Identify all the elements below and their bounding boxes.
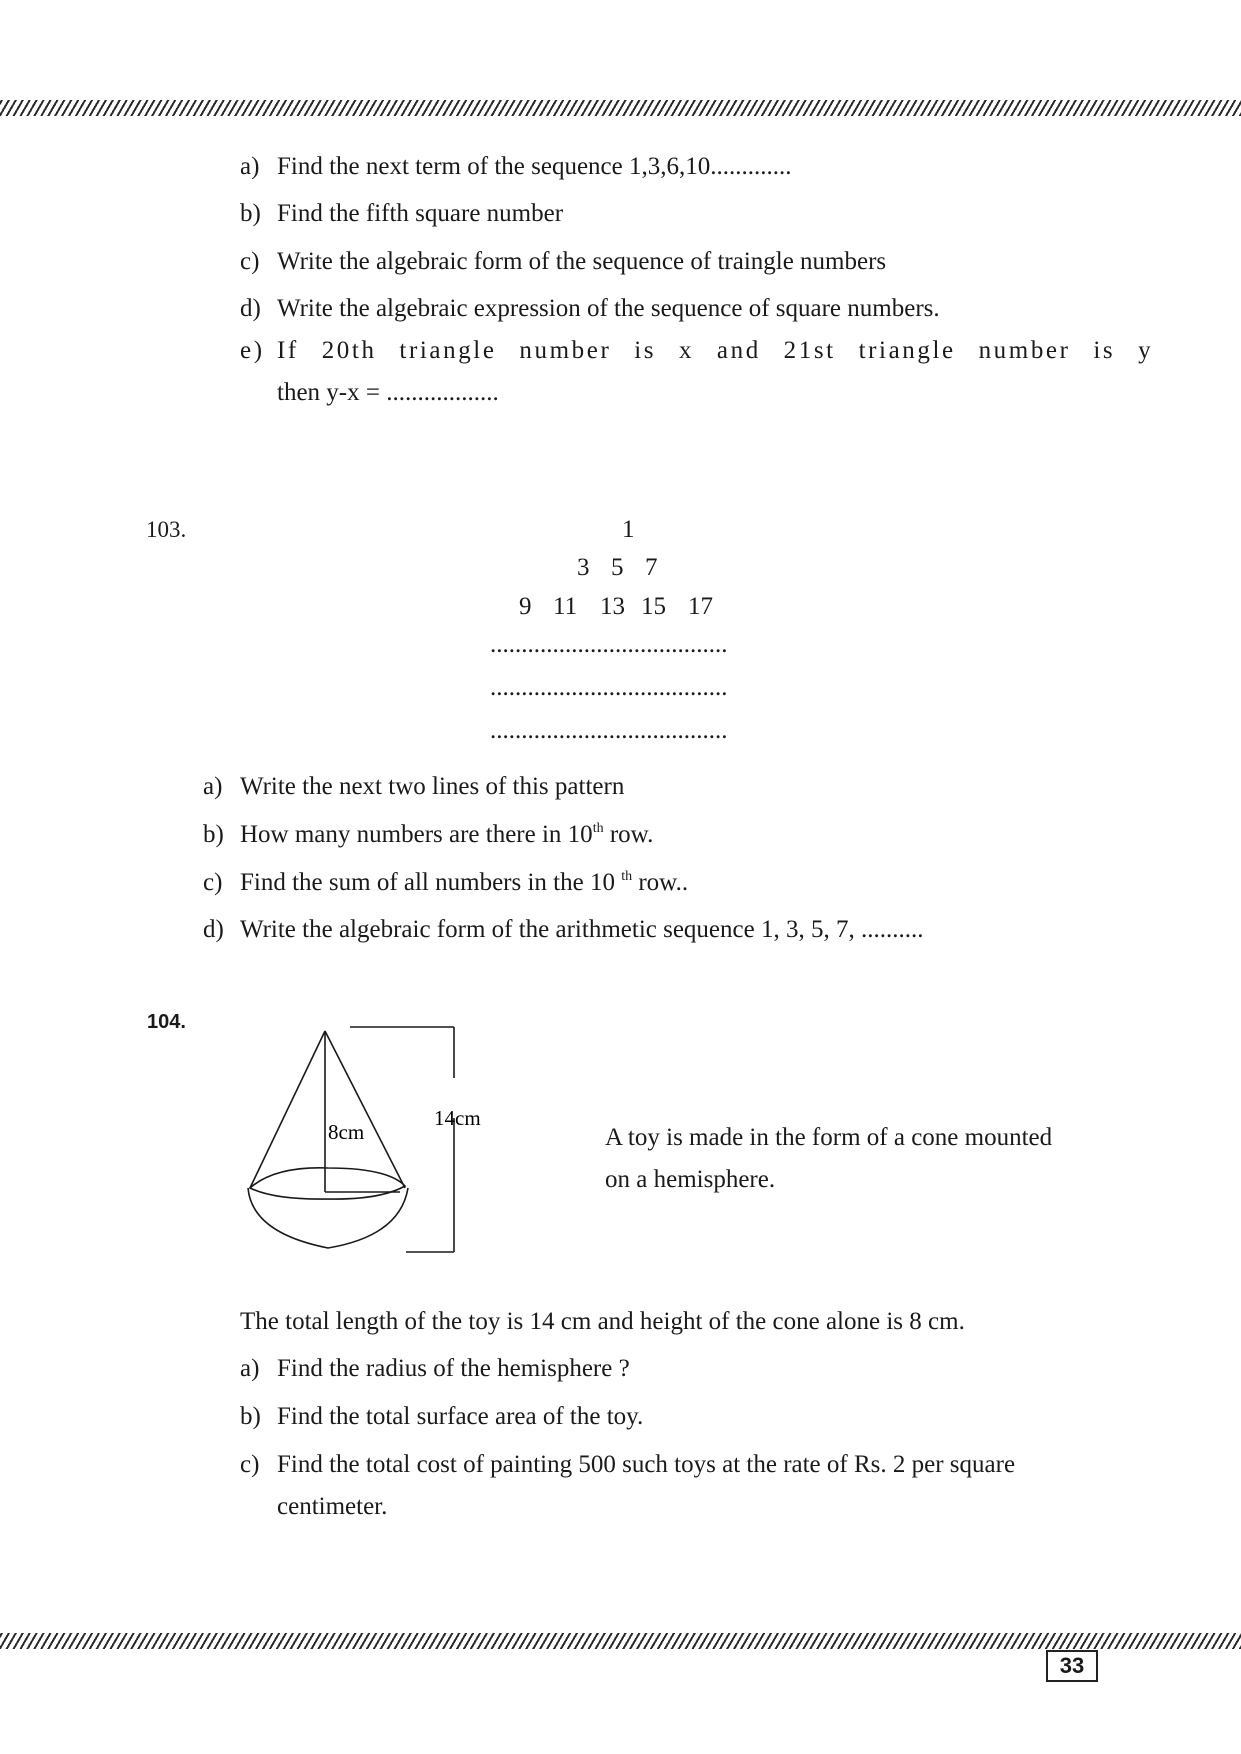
pattern-number: 17 xyxy=(688,593,713,620)
question-104-number: 104. xyxy=(147,1011,186,1033)
q103-item-c: c) Find the sum of all numbers in the 10 $^{th}$ row.. xyxy=(203,869,689,896)
top-border-stripe xyxy=(0,100,1241,116)
pattern-number: 15 xyxy=(641,593,666,620)
pattern-number: 9 xyxy=(519,593,532,620)
total-length-label: 14cm xyxy=(434,1106,481,1130)
blank-row: ...................................... xyxy=(490,631,728,658)
blank-row: ...................................... xyxy=(490,717,728,744)
q104-item-c: c) Find the total cost of painting 500 such toys at the rate of Rs. 2 per square xyxy=(240,1451,1016,1478)
q102-item-b: b) Find the fifth square number xyxy=(240,200,564,227)
cone-on-hemisphere-figure xyxy=(240,1018,500,1258)
hemisphere-bowl xyxy=(248,1188,408,1248)
q104-item-a: a) Find the radius of the hemisphere ? xyxy=(240,1355,630,1382)
pattern-number: 1 xyxy=(622,516,635,543)
cone-height-label: 8cm xyxy=(328,1120,365,1144)
q104-item-c-continuation: centimeter. xyxy=(277,1493,388,1520)
question-103-number: 103. xyxy=(146,517,187,542)
hemisphere-base-ellipse xyxy=(250,1168,405,1199)
pattern-number: 3 xyxy=(577,554,590,581)
cone-right-edge xyxy=(325,1031,405,1188)
q102-item-d: d) Write the algebraic expression of the sequence of square numbers. xyxy=(240,295,940,322)
q104-statement: The total length of the toy is 14 cm and height of the cone alone is 8 cm. xyxy=(240,1308,965,1335)
pattern-number: 13 xyxy=(600,593,625,620)
q102-item-e-continuation: then y-x = .................. xyxy=(277,379,499,406)
q103-item-a: a) Write the next two lines of this pattern xyxy=(203,773,625,800)
blank-row: ...................................... xyxy=(490,674,728,701)
q102-item-e: e) If 20th triangle number is x and 21st triangle number is y xyxy=(240,337,1154,364)
q102-item-a: a) Find the next term of the sequence 1,3,6,10............. xyxy=(240,153,792,180)
q102-item-c: c) Write the algebraic form of the sequence of traingle numbers xyxy=(240,248,887,275)
page-number: 33 xyxy=(1046,1650,1098,1682)
toy-description-line-1: A toy is made in the form of a cone mounted xyxy=(605,1124,1053,1151)
toy-description-line-2: on a hemisphere. xyxy=(605,1166,776,1193)
q104-item-b: b) Find the total surface area of the toy. xyxy=(240,1403,644,1430)
q103-item-b: b) How many numbers are there in 10th row. xyxy=(203,821,654,848)
q103-item-d: d) Write the algebraic form of the arithmetic sequence 1, 3, 5, 7, .......... xyxy=(203,916,924,943)
cone-left-edge xyxy=(250,1031,325,1188)
pattern-number: 11 xyxy=(553,593,578,620)
pattern-number: 5 xyxy=(611,554,624,581)
pattern-number: 7 xyxy=(645,554,658,581)
bottom-border-stripe xyxy=(0,1633,1241,1649)
